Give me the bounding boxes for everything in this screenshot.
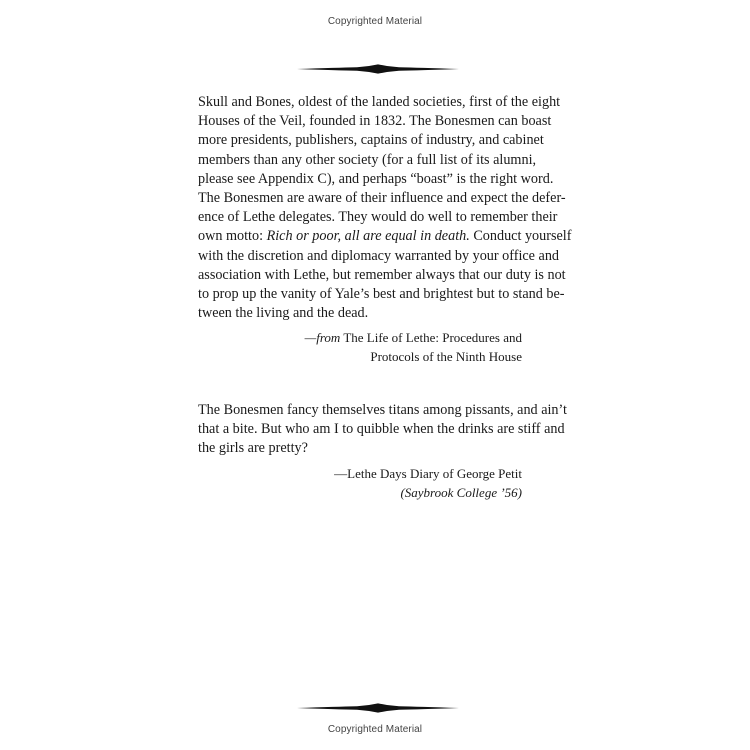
text-line: the girls are pretty? (198, 440, 308, 457)
text-line: The Bonesmen fancy themselves titans among pissants, and ain’t (198, 402, 567, 418)
text-line: Skull and Bones, oldest of the landed societies, first of the eight (198, 94, 561, 110)
ornament-divider-bottom (297, 703, 459, 713)
text-line: members than any other society (for a full list of its alumni, (198, 151, 537, 168)
text-line: to prop up the vanity of Yale’s best and brightest but to stand be- (198, 286, 565, 303)
attribution-source: —Lethe Days Diary of George Petit (334, 466, 522, 481)
ornament-divider-top (297, 64, 459, 74)
text-line: that a bite. But who am I to quibble when the drinks are stiff and (198, 421, 565, 438)
motto-trail: Conduct yourself (473, 228, 572, 245)
attribution-title-part-two: Protocols of the Ninth House (370, 349, 522, 364)
text-line: more presidents, publishers, captains of industry, and cabinet (198, 132, 544, 149)
text-line: with the discretion and diplomacy warranted by your office and (198, 247, 560, 264)
text-line: ence of Lethe delegates. They would do well to remember their (198, 209, 558, 226)
text-line-with-motto (198, 227, 572, 246)
epigraph-passage-one (198, 93, 572, 323)
text-line: The Bonesmen are aware of their influence and expect the defer- (198, 190, 566, 207)
attribution-college (334, 483, 522, 502)
text-line: tween the living and the dead. (198, 305, 369, 322)
attribution-title-part-one: The Life of Lethe: Procedures and (343, 330, 522, 345)
attribution-college-italic: (Saybrook College ’56) (400, 485, 522, 500)
attribution-prefix: —from (304, 330, 341, 345)
attribution-two (334, 464, 522, 502)
text-line: association with Lethe, but remember always that our duty is not (198, 266, 566, 283)
text-line: please see Appendix C), and perhaps “boast” is the right word. (198, 170, 554, 187)
copyright-watermark-top: Copyrighted Material (327, 16, 423, 27)
copyright-watermark-bottom: Copyrighted Material (327, 724, 423, 735)
epigraph-passage-two (198, 401, 567, 459)
attribution-one (305, 328, 522, 366)
motto-lead: own motto: (198, 228, 264, 245)
text-line: Houses of the Veil, founded in 1832. The Bonesmen can boast (198, 113, 552, 130)
attribution-line (305, 328, 522, 347)
motto-italic: Rich or poor, all are equal in death. (266, 228, 470, 245)
